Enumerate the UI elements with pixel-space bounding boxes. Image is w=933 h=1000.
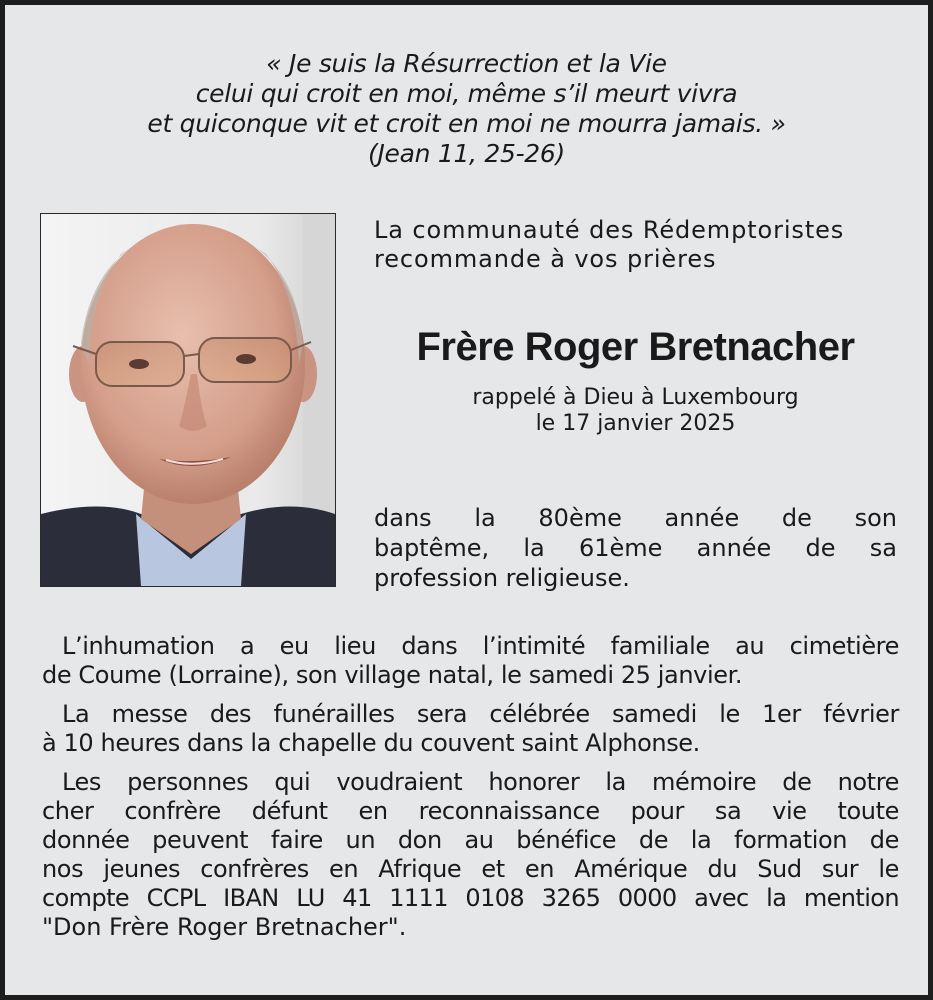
bible-quote xyxy=(5,49,928,169)
donation-line-1: Les personnes qui voudraient honorer la mémoire de notre xyxy=(62,768,899,796)
donation-line-2: cher confrère défunt en reconnaissance pour sa vie toute xyxy=(42,797,899,825)
portrait-photo xyxy=(40,213,336,587)
donation-line-4: nos jeunes confrères en Afrique et en Amérique du Sud sur le xyxy=(42,855,899,883)
notice-body xyxy=(42,632,899,952)
intro-line-1: La communauté des Rédemptoristes xyxy=(374,216,845,244)
years-line-1: dans la 80ème année de son xyxy=(374,504,897,532)
donation-line-6: "Don Frère Roger Bretnacher". xyxy=(42,913,407,941)
intro-line-2: recommande à vos prières xyxy=(374,245,717,273)
donation-line-5: compte CCPL IBAN LU 41 1111 0108 3265 0000 avec la mention xyxy=(42,884,899,912)
quote-reference: (Jean 11, 25-26) xyxy=(368,139,565,168)
donation-paragraph xyxy=(42,768,899,942)
burial-paragraph xyxy=(42,632,899,690)
quote-line-2: celui qui croit en moi, même s’il meurt vivra xyxy=(195,79,738,108)
portrait-illustration xyxy=(41,214,335,586)
quote-line-1: « Je suis la Résurrection et la Vie xyxy=(266,49,667,78)
deceased-name: Frère Roger Bretnacher xyxy=(416,325,855,369)
mass-line-2: à 10 heures dans la chapelle du couvent saint Alphonse. xyxy=(42,729,700,757)
years-line-2: baptême, la 61ème année de sa xyxy=(374,534,897,562)
mass-line-1: La messe des funérailles sera célébrée samedi le 1er février xyxy=(62,700,899,728)
community-intro xyxy=(374,216,897,274)
donation-line-3: donnée peuvent faire un don au bénéfice de la formation de xyxy=(42,826,899,854)
burial-line-2: de Coume (Lorraine), son village natal, le samedi 25 janvier. xyxy=(42,661,743,689)
burial-line-1: L’inhumation a eu lieu dans l’intimité familiale au cimetière xyxy=(62,632,899,660)
years-line-3: profession religieuse. xyxy=(374,564,630,592)
quote-line-3: et quiconque vit et croit en moi ne mourra jamais. » xyxy=(147,109,786,138)
religious-years xyxy=(374,503,897,593)
death-info xyxy=(374,385,897,437)
mass-paragraph xyxy=(42,700,899,758)
death-place: rappelé à Dieu à Luxembourg xyxy=(472,385,799,410)
death-date: le 17 janvier 2025 xyxy=(535,411,736,436)
